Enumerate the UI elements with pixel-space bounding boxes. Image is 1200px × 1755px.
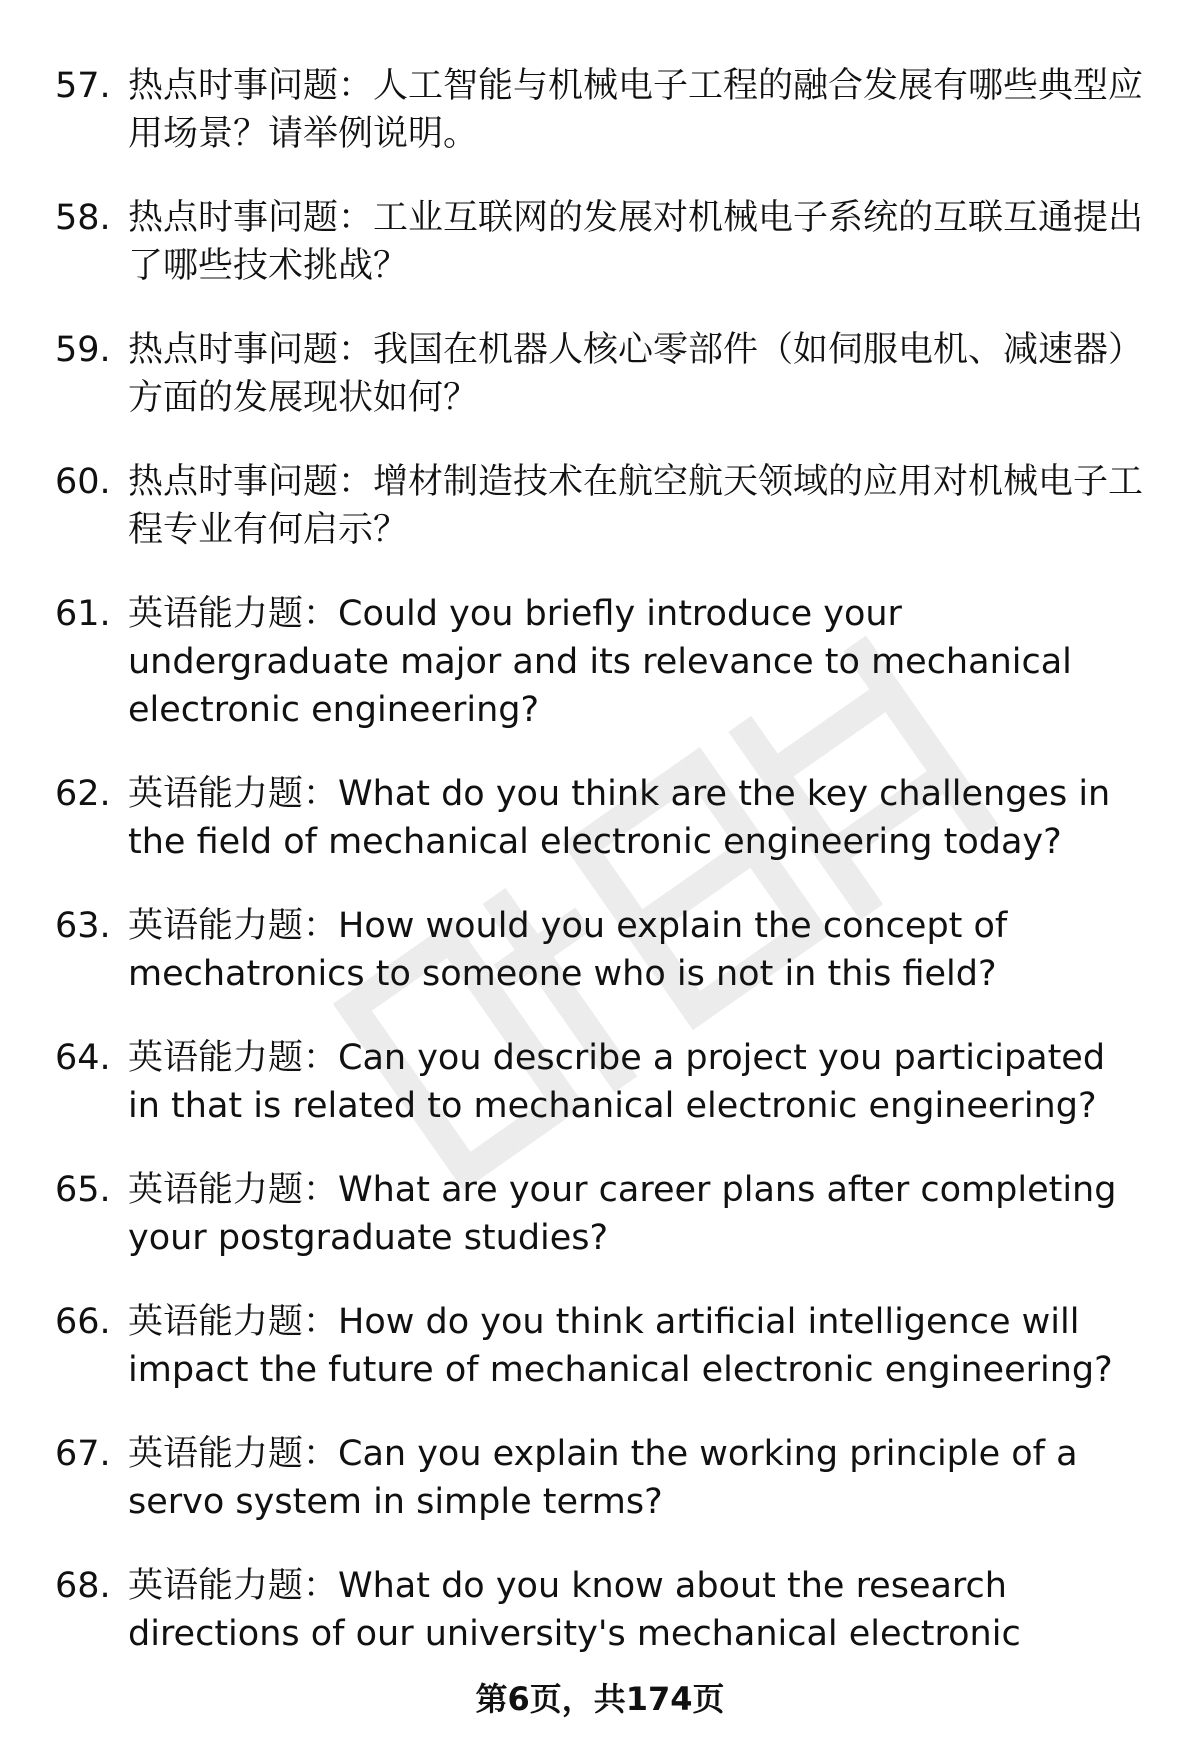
question-item (55, 1298, 1145, 1394)
question-number: 66. (55, 1302, 111, 1342)
question-text: 英语能力题：Can you explain the working principle of a servo system in simple terms? (128, 1434, 1078, 1522)
question-item (55, 458, 1145, 554)
question-list (55, 62, 1145, 1694)
question-number: 60. (55, 462, 111, 502)
question-item (55, 902, 1145, 998)
question-text: 热点时事问题：人工智能与机械电子工程的融合发展有哪些典型应用场景？请举例说明。 (128, 66, 1144, 154)
question-item (55, 590, 1145, 734)
question-number: 61. (55, 594, 111, 634)
question-number: 62. (55, 774, 111, 814)
question-number: 64. (55, 1038, 111, 1078)
question-text: 英语能力题：What do you know about the research directions of our university's mechanical electronic (128, 1566, 1021, 1654)
question-text: 英语能力题：What do you think are the key challenges in the field of mechanical electronic engineering today? (128, 774, 1111, 862)
question-number: 59. (55, 330, 111, 370)
question-number: 63. (55, 906, 111, 946)
question-item (55, 62, 1145, 158)
question-item (55, 1034, 1145, 1130)
question-item (55, 1430, 1145, 1526)
question-text: 英语能力题：How do you think artificial intelligence will impact the future of mechanical electronic engineering? (128, 1302, 1113, 1390)
question-item (55, 326, 1145, 422)
question-text: 英语能力题：How would you explain the concept of mechatronics to someone who is not in this field? (128, 906, 1008, 994)
question-item (55, 770, 1145, 866)
question-number: 68. (55, 1566, 111, 1606)
question-text: 英语能力题：Can you describe a project you participated in that is related to mechanical electronic engineering? (128, 1038, 1106, 1126)
question-item (55, 1562, 1145, 1658)
question-number: 58. (55, 198, 111, 238)
question-number: 67. (55, 1434, 111, 1474)
question-text: 英语能力题：What are your career plans after completing your postgraduate studies? (128, 1170, 1117, 1258)
question-number: 65. (55, 1170, 111, 1210)
question-text: 英语能力题：Could you briefly introduce your undergraduate major and its relevance to mechanical electronic engineering? (128, 594, 1072, 730)
question-item (55, 194, 1145, 290)
page-footer: 第6页，共174页 (475, 1680, 725, 1718)
question-number: 57. (55, 66, 111, 106)
question-item (55, 1166, 1145, 1262)
question-text: 热点时事问题：工业互联网的发展对机械电子系统的互联互通提出了哪些技术挑战？ (128, 198, 1144, 286)
question-text: 热点时事问题：我国在机器人核心零部件（如伺服电机、减速器）方面的发展现状如何？ (128, 330, 1144, 418)
question-text: 热点时事问题：增材制造技术在航空航天领域的应用对机械电子工程专业有何启示？ (128, 462, 1144, 550)
